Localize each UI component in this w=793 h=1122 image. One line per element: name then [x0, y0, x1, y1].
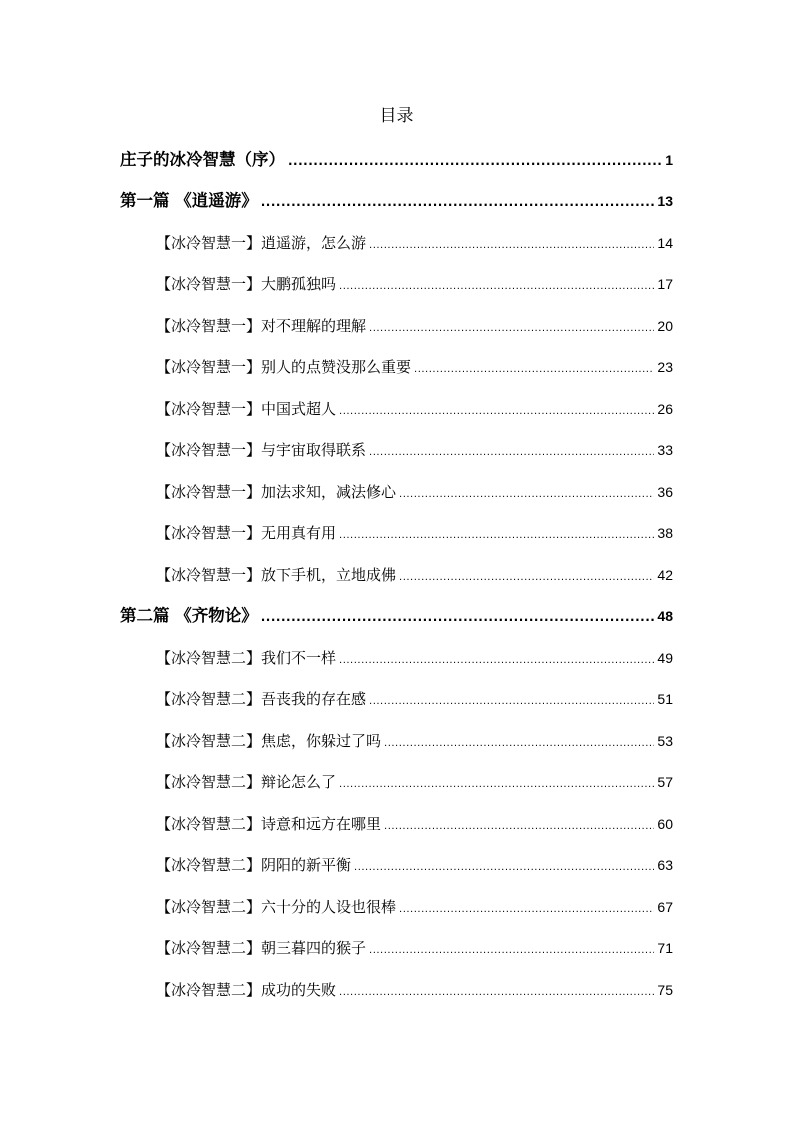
toc-entry[interactable] [156, 646, 673, 670]
toc-entry[interactable] [156, 770, 673, 794]
toc-entry-page: 26 [657, 401, 673, 417]
toc-entry-label: 庄子的冰冷智慧（序） [120, 150, 285, 169]
toc-entry[interactable] [156, 729, 673, 753]
toc-entry[interactable] [156, 231, 673, 255]
toc-entry[interactable] [156, 895, 673, 919]
toc-entry-label: 【冰冷智慧二】朝三暮四的猴子 [156, 939, 367, 957]
toc-entry-chapter-2[interactable] [120, 604, 673, 628]
toc-entry-page: 48 [657, 608, 673, 624]
toc-entry-page: 14 [657, 235, 673, 251]
toc-entry-label: 【冰冷智慧一】无用真有用 [156, 524, 337, 542]
dot-leader [339, 773, 654, 797]
dot-leader [339, 649, 654, 673]
dot-leader [384, 732, 654, 756]
toc-entry-page: 75 [657, 982, 673, 998]
toc-entry-page: 20 [657, 318, 673, 334]
toc-entry-label: 【冰冷智慧一】与宇宙取得联系 [156, 441, 367, 459]
dot-leader [354, 856, 654, 880]
toc-entry-label: 【冰冷智慧一】对不理解的理解 [156, 317, 367, 335]
dot-leader [339, 275, 654, 299]
toc-entry[interactable] [156, 272, 673, 296]
toc-entry-page: 1 [665, 152, 673, 168]
dot-leader [288, 149, 662, 173]
toc-entry-label: 【冰冷智慧二】辩论怎么了 [156, 773, 337, 791]
toc-entry[interactable] [156, 687, 673, 711]
dot-leader [384, 815, 654, 839]
toc-entry[interactable] [156, 978, 673, 1002]
dot-leader [339, 524, 654, 548]
toc-entry-page: 49 [657, 650, 673, 666]
toc-entry-label: 【冰冷智慧二】阴阳的新平衡 [156, 856, 352, 874]
toc-entry-page: 71 [657, 940, 673, 956]
dot-leader [369, 317, 654, 341]
toc-entry-page: 36 [657, 484, 673, 500]
dot-leader [261, 605, 655, 629]
toc-entry-label: 第二篇 《齐物论》 [120, 606, 258, 625]
toc-entry-page: 38 [657, 525, 673, 541]
toc-entry[interactable] [156, 314, 673, 338]
toc-entry-label: 【冰冷智慧一】中国式超人 [156, 400, 337, 418]
dot-leader [369, 939, 654, 963]
dot-leader [261, 190, 655, 214]
toc-entry[interactable] [156, 936, 673, 960]
toc-entry[interactable] [156, 480, 673, 504]
toc-entry[interactable] [156, 812, 673, 836]
toc-entry-page: 57 [657, 774, 673, 790]
toc-entry-page: 53 [657, 733, 673, 749]
toc-entry-label: 【冰冷智慧二】诗意和远方在哪里 [156, 815, 382, 833]
toc-entry-preface[interactable] [120, 148, 673, 172]
toc-entry-label: 【冰冷智慧一】放下手机，立地成佛 [156, 566, 397, 584]
dot-leader [369, 234, 654, 258]
toc-entry[interactable] [156, 521, 673, 545]
toc-entry-label: 【冰冷智慧二】焦虑，你躲过了吗 [156, 732, 382, 750]
dot-leader [399, 898, 654, 922]
toc-entry-page: 51 [657, 691, 673, 707]
toc-entry-label: 【冰冷智慧二】吾丧我的存在感 [156, 690, 367, 708]
toc-entry-label: 第一篇 《逍遥游》 [120, 191, 258, 210]
toc-entry-page: 67 [657, 899, 673, 915]
toc-entry-page: 23 [657, 359, 673, 375]
toc-entry[interactable] [156, 438, 673, 462]
toc-entry-label: 【冰冷智慧一】大鹏孤独吗 [156, 275, 337, 293]
toc-entry-label: 【冰冷智慧二】我们不一样 [156, 649, 337, 667]
dot-leader [339, 981, 654, 1005]
toc-entry[interactable] [156, 355, 673, 379]
toc-entry-page: 42 [657, 567, 673, 583]
toc-entry-label: 【冰冷智慧一】加法求知，减法修心 [156, 483, 397, 501]
toc-entry-page: 13 [657, 193, 673, 209]
dot-leader [399, 483, 654, 507]
toc-title: 目录 [379, 106, 414, 126]
toc-entry-page: 17 [657, 276, 673, 292]
toc-entry-chapter-1[interactable] [120, 189, 673, 213]
dot-leader [369, 690, 654, 714]
toc-entry-page: 33 [657, 442, 673, 458]
toc-entry-label: 【冰冷智慧一】逍遥游，怎么游 [156, 234, 367, 252]
dot-leader [369, 441, 654, 465]
toc-entry-label: 【冰冷智慧一】别人的点赞没那么重要 [156, 358, 412, 376]
dot-leader [414, 358, 654, 382]
dot-leader [399, 566, 654, 590]
toc-entry[interactable] [156, 563, 673, 587]
toc-entry[interactable] [156, 397, 673, 421]
dot-leader [339, 400, 654, 424]
toc-entry[interactable] [156, 853, 673, 877]
toc-entry-page: 60 [657, 816, 673, 832]
toc-entry-label: 【冰冷智慧二】六十分的人设也很棒 [156, 898, 397, 916]
toc-entry-label: 【冰冷智慧二】成功的失败 [156, 981, 337, 999]
toc-entry-page: 63 [657, 857, 673, 873]
